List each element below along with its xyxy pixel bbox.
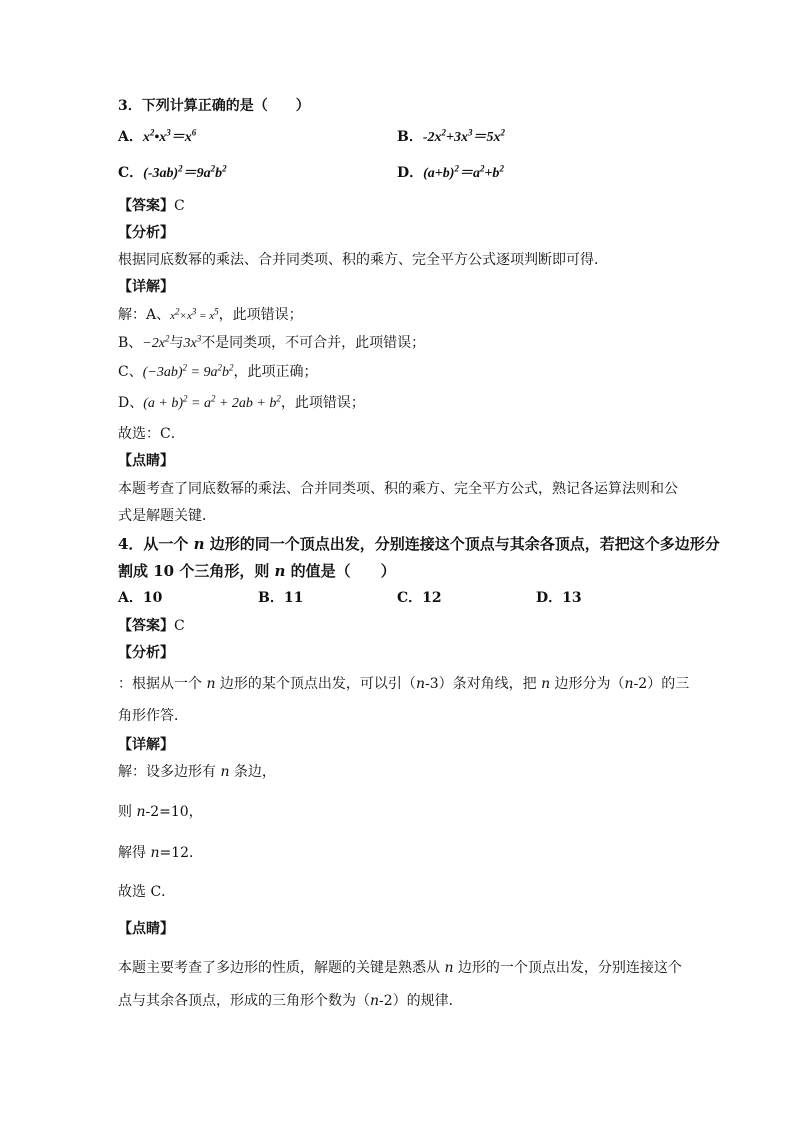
q3-detail-b-prefix: B、 <box>118 335 143 351</box>
q4-detail-line1: 解：设多边形有 n 条边， <box>118 764 276 780</box>
q4-answer <box>118 616 185 636</box>
q3-comment-tag: 【点睛】 <box>118 453 174 469</box>
q4-detail-line4: 故选 C． <box>118 884 176 900</box>
q3-detail-c-prefix: C、 <box>118 364 143 380</box>
q3-option-b-label: B． <box>397 129 423 145</box>
q3-detail-b-math: $-2x^2$ <box>142 333 170 351</box>
q4-analysis-tag: 【分析】 <box>118 645 174 661</box>
q3-detail-c-suffix: ，此项正确； <box>233 364 318 380</box>
q3-detail-conclusion: 故选：C． <box>118 426 185 442</box>
q3-detail-a <box>118 305 303 326</box>
q4-option-b: B．11 <box>258 590 304 606</box>
q3-answer-value: C <box>174 198 185 214</box>
q3-option-d-math: $(a+b)^2=a^2+b^2$ <box>423 163 504 181</box>
q4-detail-line3: 解得 n=12． <box>118 845 204 861</box>
q3-detail-b-math2: $3x^3$ <box>183 333 202 351</box>
q3-option-a <box>118 127 196 148</box>
q3-option-d <box>397 163 504 184</box>
q4-title-line2: 割成 10 个三角形，则 n 的值是（ ） <box>118 562 396 580</box>
q3-option-a-label: A． <box>118 129 143 145</box>
q3-detail-d-suffix: ，此项错误； <box>280 395 365 411</box>
q3-detail-d <box>118 393 365 414</box>
q3-detail-b <box>118 333 425 354</box>
q4-analysis-line1: ：根据从一个 n 边形的某个顶点出发，可以引（n-3）条对角线，把 n 边形分为（n-2）的三 <box>118 676 690 692</box>
q4-option-a: A．10 <box>118 590 163 606</box>
q3-detail-a-prefix: 解：A、 <box>118 307 171 323</box>
q3-detail-b-mid: 与 <box>169 335 184 351</box>
q3-detail-c <box>118 362 317 383</box>
q3-detail-c-math: $(-3ab)^2 = 9a^2b^2$ <box>142 362 234 380</box>
q3-detail-d-math: $(a + b)^2 = a^2 + 2ab + b^2$ <box>143 393 281 411</box>
q3-detail-a-suffix: ，此项错误； <box>218 307 303 323</box>
q4-title-line1: 4．从一个 n 边形的同一个顶点出发，分别连接这个顶点与其余各顶点，若把这个多边形分 <box>118 535 720 553</box>
q3-option-c-math: $(-3ab)^2=9a^2b^2$ <box>143 163 227 181</box>
q3-answer <box>118 196 185 216</box>
q3-comment-line2: 式是解题关键． <box>118 508 216 524</box>
q4-answer-tag: 【答案】 <box>118 618 174 634</box>
q3-title: 3．下列计算正确的是（ ） <box>118 98 310 114</box>
q4-comment-line1: 本题主要考查了多边形的性质，解题的关键是熟悉从 n 边形的一个顶点出发，分别连接这个 <box>118 960 682 976</box>
q3-comment-line1: 本题考查了同底数幂的乘法、合并同类项、积的乘方、完全平方公式，熟记各运算法则和公 <box>118 481 678 497</box>
q3-option-c-label: C． <box>118 165 144 181</box>
q4-option-c: C．12 <box>397 590 442 606</box>
q3-answer-tag: 【答案】 <box>118 198 174 214</box>
q3-detail-d-prefix: D、 <box>118 395 144 411</box>
q3-detail-b-suffix: 不是同类项，不可合并，此项错误； <box>201 335 426 351</box>
q3-option-c <box>118 163 227 184</box>
q3-analysis-tag: 【分析】 <box>118 225 174 241</box>
q3-option-a-math: $x^2•x^3=x^6$ <box>142 127 197 145</box>
q4-comment-tag: 【点睛】 <box>118 921 174 937</box>
q4-analysis-line2: 角形作答． <box>118 708 188 724</box>
q4-comment-line2: 点与其余各顶点，形成的三角形个数为（n-2）的规律． <box>118 993 463 1009</box>
q3-analysis-text: 根据同底数幂的乘法、合并同类项、积的乘方、完全平方公式逐项判断即可得． <box>118 252 608 268</box>
q3-option-d-label: D． <box>397 165 424 181</box>
q4-answer-value: C <box>174 618 185 634</box>
q3-option-b-math: $-2x^2+3x^3=5x^2$ <box>422 127 505 145</box>
q4-detail-tag: 【详解】 <box>118 737 174 753</box>
q3-detail-a-math: $x^2\times x^3 = x^5$ <box>170 306 219 322</box>
q3-option-b <box>397 127 505 148</box>
q4-option-d: D．13 <box>536 590 582 606</box>
q3-detail-tag: 【详解】 <box>118 279 174 295</box>
q4-detail-line2: 则 n-2=10， <box>118 804 203 820</box>
